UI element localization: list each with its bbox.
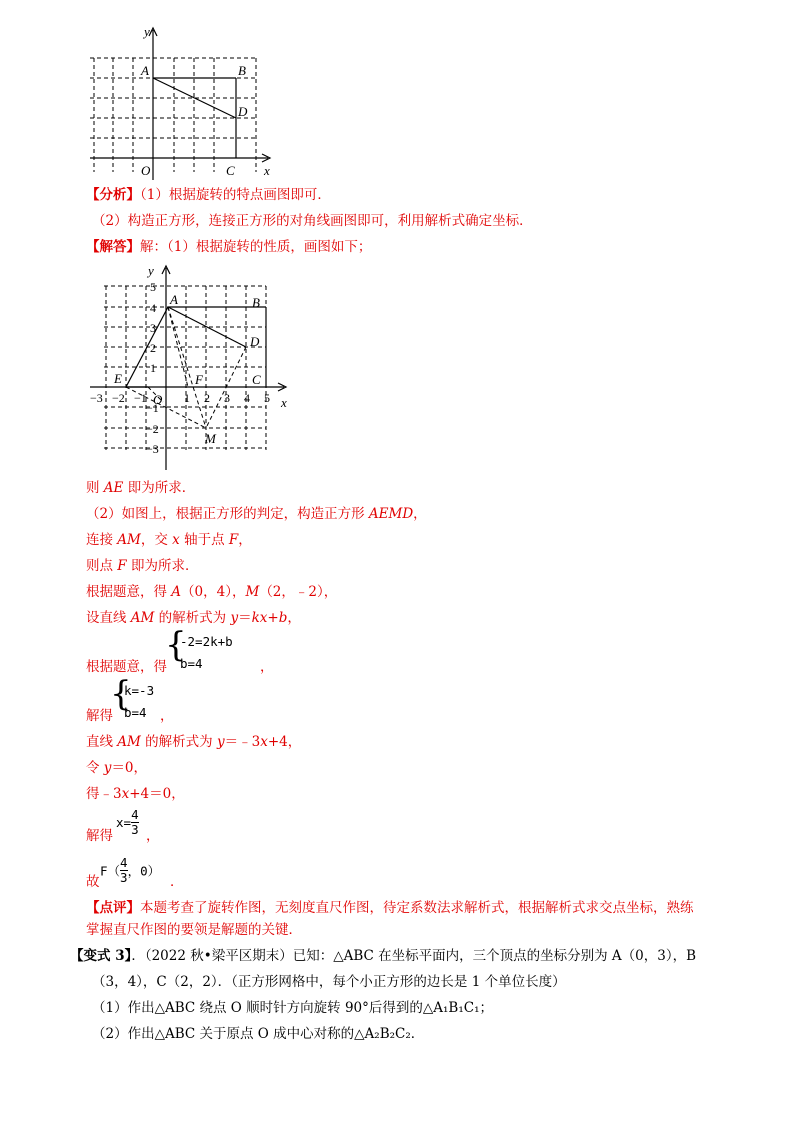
review-text-1: 本题考查了旋转作图，无刻度直尺作图，待定系数法求解析式，根据解析式求交点坐标，熟练 (140, 900, 694, 916)
solution-var: y (230, 610, 239, 626)
figure-2-x-tick-5: 3 (224, 391, 230, 405)
figure-2-y-tick-7: −3 (146, 442, 159, 456)
figure-2-y-tick-4: 1 (150, 361, 156, 375)
solution-var: F (228, 532, 239, 548)
solution-line-12-comma: ， (146, 828, 160, 844)
figure-2-label-E: E (114, 371, 122, 386)
solution-line-13-period: ． (170, 874, 184, 890)
review-tag: 【点评】 (86, 900, 140, 916)
solution-text: 连接 (86, 532, 118, 548)
solution-line-13-expr (100, 856, 160, 885)
figure-1-dashed-grid (90, 58, 258, 172)
figure-1-label-C: C (226, 163, 235, 178)
fraction-4-3 (131, 808, 139, 837)
solution-line-12-label: 解得 (86, 828, 113, 844)
figure-1-x-label: x (264, 163, 270, 178)
figure-2-x-tick-0: −3 (90, 391, 103, 405)
figure-2-x-tick-2: −1 (134, 391, 147, 405)
figure-2-label-M: M (205, 431, 216, 446)
fraction-denominator: 3 (131, 822, 139, 837)
solution-var: AM (130, 610, 155, 626)
figure-2-label-D: D (250, 334, 260, 349)
equation-1-row-1: -2=2k+b (180, 634, 233, 649)
figure-2-x-tick-4: 2 (204, 391, 210, 405)
solution-var: AM (117, 532, 141, 548)
solution-line-1 (86, 478, 195, 498)
variant-question-1: （1）作出△ABC 绕点 O 顺时针方向旋转 90°后得到的△A₁B₁C₁； (92, 1000, 493, 1016)
figure-2-label-A: A (170, 292, 178, 307)
solution-var: x (260, 734, 268, 750)
figure-1-label-B: B (238, 63, 246, 78)
solution-text: （2）如图上，根据正方形的判定，构造正方形 (86, 506, 369, 522)
figure-2-dashed-grid (104, 286, 266, 450)
solution-text: （2，﹣2）， (259, 584, 338, 600)
solution-line-4 (86, 556, 198, 576)
solution-var: AE (103, 480, 124, 496)
figure-2-dash-AM (168, 307, 206, 428)
equation-brace-1: { (165, 625, 187, 665)
solution-line-8-label: 解得 (86, 708, 113, 724)
x-equals: x= (116, 815, 132, 830)
variant-question-2: （2）作出△ABC 关于原点 O 成中心对称的△A₂B₂C₂． (92, 1026, 425, 1042)
solution-text: 的解析式为 (154, 610, 231, 626)
solution-var: kx (251, 610, 268, 626)
solution-line-11 (86, 784, 185, 804)
solution-var: y (103, 760, 112, 776)
figure-2-label-B: B (252, 295, 260, 310)
solution-text: + (267, 610, 279, 626)
solution-text: 直线 (86, 734, 118, 750)
solution-var: x (172, 532, 180, 548)
solution-line-8-comma: ， (160, 708, 174, 724)
solution-text: 的解析式为 (140, 734, 217, 750)
variant-text-1: ．（2022 秋•梁平区期末）已知：△ABC 在坐标平面内，三个顶点的坐标分别为 A（0，3），B (131, 948, 697, 964)
solution-var: M (245, 584, 260, 600)
variant-tag: 【变式 3】 (70, 948, 132, 964)
solution-line-13-label: 故 (86, 874, 100, 890)
equation-2-row-2: b=4 (124, 705, 147, 720)
figure-1-label-A: A (141, 63, 149, 78)
solution-text: 即为所求． (126, 558, 199, 574)
figure-2-y-tick-2: 3 (150, 321, 156, 335)
solution-text: ， (238, 532, 252, 548)
figure-1-y-label: y (144, 24, 150, 39)
solution-text: 得﹣3 (86, 786, 122, 802)
solution-line-2 (86, 504, 427, 524)
figure-1-label-O: O (141, 163, 151, 178)
answer-intro: 解：（1）根据旋转的性质，画图如下； (140, 239, 372, 255)
solution-line-10 (86, 758, 147, 778)
solution-line-3 (86, 530, 252, 550)
figure-2-y-tick-1: 4 (150, 301, 156, 315)
equation-brace-2: { (110, 674, 132, 714)
solution-text: +4， (267, 734, 302, 750)
figure-2-x-tick-7: 5 (264, 391, 270, 405)
analysis-part-2: （2）构造正方形，连接正方形的对角线画图即可，利用解析式确定坐标． (92, 213, 533, 229)
solution-var: A (171, 584, 182, 600)
figure-2-x-tick-1: −2 (112, 391, 125, 405)
figure-2-y-tick-0: 5 (150, 280, 156, 294)
point-F-open: F（ (100, 863, 121, 879)
solution-text: ，交 (140, 532, 173, 548)
solution-line-7-label: 根据题意，得 (86, 659, 167, 675)
solution-text: 则 (86, 480, 104, 496)
point-F-close: ，0） (127, 863, 161, 879)
fraction-denominator: 3 (120, 870, 128, 885)
figure-2-y-label: y (148, 263, 154, 278)
figure-2-label-C: C (252, 372, 261, 387)
solution-text: 轴于点 (179, 532, 229, 548)
solution-var: F (117, 558, 127, 574)
fraction-numerator: 4 (131, 807, 139, 822)
figure-2-x-tick-6: 4 (244, 391, 250, 405)
answer-line (86, 237, 371, 257)
analysis-part-1: （1）根据旋转的特点画图即可． (140, 187, 331, 203)
variant-text-2: （3，4），C（2，2）．（正方形网格中，每个小正方形的边长是 1 个单位长度） (92, 974, 566, 990)
review-line-1 (86, 898, 694, 918)
figure-2-y-tick-5: −1 (146, 401, 159, 415)
solution-text: ， (413, 506, 427, 522)
solution-text: 即为所求． (123, 480, 196, 496)
figure-2-x-tick-3: 1 (184, 391, 190, 405)
figure-1-label-D: D (238, 104, 248, 119)
solution-line-5 (86, 582, 337, 602)
figure-2-label-O: O (153, 392, 163, 407)
figure-2-x-label: x (281, 395, 287, 410)
equation-1-row-2: b=4 (180, 656, 203, 671)
equation-2-row-1: k=-3 (124, 683, 155, 698)
solution-text: 令 (86, 760, 104, 776)
solution-var: y (216, 734, 225, 750)
solution-text: ＝0， (111, 760, 148, 776)
solution-text: （0，4）， (181, 584, 246, 600)
figure-2-y-tick-6: −2 (146, 422, 159, 436)
analysis-tag: 【分析】 (86, 187, 140, 203)
figure-2-grid (88, 262, 303, 474)
figure-2-label-F: F (195, 372, 203, 387)
figure-2-y-tick-3: 2 (150, 341, 156, 355)
solution-text: 根据题意，得 (86, 584, 172, 600)
solution-line-12-expr (116, 808, 139, 837)
review-text-2: 掌握直尺作图的要领是解题的关键． (86, 922, 302, 938)
solution-line-9 (86, 732, 301, 752)
solution-text: 则点 (86, 558, 118, 574)
solution-line-6 (86, 608, 301, 628)
fraction-4-3 (120, 856, 128, 885)
figure-1-grid (86, 24, 286, 184)
solution-text: +4＝0， (129, 786, 185, 802)
solution-var: x (121, 786, 130, 802)
solution-var: AEMD (368, 506, 414, 522)
solution-text: ＝ (238, 610, 252, 626)
answer-tag: 【解答】 (86, 239, 140, 255)
analysis-line-1 (86, 185, 331, 205)
figure-2-segment-AD (168, 307, 246, 347)
variant-line-1 (70, 946, 696, 966)
solution-line-7-comma: ， (260, 659, 274, 675)
solution-text: ， (287, 610, 301, 626)
solution-text: 设直线 (86, 610, 131, 626)
solution-var: AM (117, 734, 141, 750)
solution-text: ＝﹣3 (224, 734, 261, 750)
solution-var: b (278, 610, 288, 626)
fraction-numerator: 4 (120, 855, 128, 870)
